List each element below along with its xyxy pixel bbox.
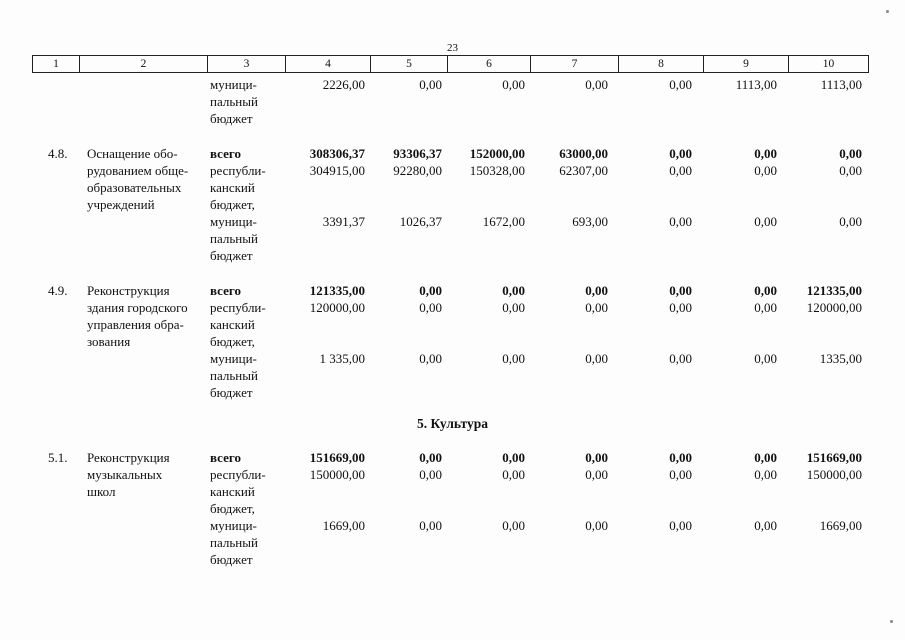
- cell-value-total: 151669,00: [309, 450, 365, 465]
- cell-value: 0,00: [754, 214, 777, 229]
- cell-value-total: 152000,00: [469, 146, 525, 161]
- cell-value: 1669,00: [322, 518, 365, 533]
- cell-value-total: 0,00: [419, 283, 442, 298]
- cell-value: 0,00: [754, 163, 777, 178]
- cell-value: 0,00: [502, 518, 525, 533]
- cell-value: 0,00: [669, 351, 692, 366]
- cell-value: 0,00: [669, 300, 692, 315]
- cell-value-total: 0,00: [669, 146, 692, 161]
- cell-value: 0,00: [585, 77, 608, 92]
- cell-value-total: 0,00: [754, 450, 777, 465]
- cell-value-total: 63000,00: [559, 146, 608, 161]
- cell-value: 2226,00: [322, 77, 365, 92]
- section-title: 5. Культура: [416, 416, 489, 431]
- continuation-type-label: муници- пальный бюджет: [210, 77, 258, 126]
- cell-value: 150000,00: [806, 467, 862, 482]
- type-label-republic: республи- канский бюджет,: [210, 163, 266, 212]
- scan-speck: [890, 620, 893, 623]
- cell-value: 1669,00: [819, 518, 862, 533]
- cell-value: 0,00: [585, 467, 608, 482]
- row-name: Реконструкция здания городского управления обра- зования: [87, 283, 188, 349]
- table-header-row: [32, 55, 869, 73]
- row-name: Реконструкция музыкальных школ: [87, 450, 170, 499]
- cell-value: 150000,00: [309, 467, 365, 482]
- type-label-republic: республи- канский бюджет,: [210, 467, 266, 516]
- cell-value: 0,00: [585, 518, 608, 533]
- cell-value-total: 308306,37: [309, 146, 365, 161]
- type-label-total: всего: [210, 283, 241, 298]
- cell-value: 693,00: [572, 214, 608, 229]
- cell-value: 0,00: [502, 77, 525, 92]
- cell-value: 150328,00: [469, 163, 525, 178]
- type-label-municipal: муници- пальный бюджет: [210, 351, 258, 400]
- cell-value: 0,00: [419, 518, 442, 533]
- cell-value: 0,00: [839, 214, 862, 229]
- cell-value: 0,00: [669, 214, 692, 229]
- cell-value: 1672,00: [482, 214, 525, 229]
- cell-value: 0,00: [754, 467, 777, 482]
- cell-value: 0,00: [669, 77, 692, 92]
- cell-value-total: 0,00: [502, 283, 525, 298]
- cell-value: 62307,00: [559, 163, 608, 178]
- cell-value: 0,00: [419, 77, 442, 92]
- page-number: 23: [447, 42, 458, 54]
- cell-value: 0,00: [502, 300, 525, 315]
- cell-value: 0,00: [669, 467, 692, 482]
- cell-value: 0,00: [669, 163, 692, 178]
- cell-value: 1026,37: [399, 214, 442, 229]
- cell-value-total: 151669,00: [806, 450, 862, 465]
- cell-value: 0,00: [419, 300, 442, 315]
- cell-value-total: 0,00: [669, 450, 692, 465]
- cell-value-total: 0,00: [669, 283, 692, 298]
- cell-value: 1113,00: [735, 77, 777, 92]
- cell-value-total: 0,00: [585, 283, 608, 298]
- row-number: 5.1.: [48, 450, 68, 465]
- cell-value-total: 0,00: [754, 283, 777, 298]
- cell-value-total: 0,00: [754, 146, 777, 161]
- header-col-10: 10: [822, 58, 835, 70]
- cell-value: 0,00: [669, 518, 692, 533]
- row-name: Оснащение обо- рудованием обще- образовательных учреждений: [87, 146, 189, 212]
- cell-value-total: 0,00: [419, 450, 442, 465]
- cell-value: 304915,00: [309, 163, 365, 178]
- header-col-3: 3: [208, 56, 286, 72]
- cell-value: 0,00: [585, 351, 608, 366]
- cell-value: 0,00: [502, 351, 525, 366]
- cell-value: 0,00: [754, 300, 777, 315]
- cell-value-total: 0,00: [585, 450, 608, 465]
- header-col-6: 6: [448, 56, 531, 72]
- cell-value: 0,00: [754, 518, 777, 533]
- header-col-7: 7: [531, 56, 619, 72]
- cell-value: 0,00: [502, 467, 525, 482]
- header-col-5: 5: [371, 56, 448, 72]
- cell-value: 1113,00: [820, 77, 862, 92]
- cell-value-total: 0,00: [839, 146, 862, 161]
- cell-value: 1335,00: [819, 351, 862, 366]
- cell-value: 120000,00: [309, 300, 365, 315]
- type-label-municipal: муници- пальный бюджет: [210, 518, 258, 567]
- type-label-total: всего: [210, 146, 241, 161]
- cell-value: 1 335,00: [319, 351, 365, 366]
- scan-speck: [886, 10, 889, 13]
- header-col-1: 1: [33, 56, 80, 72]
- cell-value: 120000,00: [806, 300, 862, 315]
- cell-value: 0,00: [419, 351, 442, 366]
- cell-value-total: 121335,00: [806, 283, 862, 298]
- header-col-4: 4: [286, 56, 371, 72]
- cell-value: 92280,00: [393, 163, 442, 178]
- header-col-2: 2: [80, 56, 208, 72]
- cell-value: 0,00: [839, 163, 862, 178]
- cell-value: 0,00: [585, 300, 608, 315]
- row-number: 4.9.: [48, 283, 68, 298]
- header-col-9: 9: [704, 56, 789, 72]
- cell-value: 3391,37: [322, 214, 365, 229]
- type-label-municipal: муници- пальный бюджет: [210, 214, 258, 263]
- cell-value-total: 0,00: [502, 450, 525, 465]
- row-number: 4.8.: [48, 146, 68, 161]
- cell-value-total: 93306,37: [393, 146, 442, 161]
- type-label-republic: республи- канский бюджет,: [210, 300, 266, 349]
- header-col-8: 8: [619, 56, 704, 72]
- type-label-total: всего: [210, 450, 241, 465]
- cell-value: 0,00: [754, 351, 777, 366]
- cell-value: 0,00: [419, 467, 442, 482]
- cell-value-total: 121335,00: [309, 283, 365, 298]
